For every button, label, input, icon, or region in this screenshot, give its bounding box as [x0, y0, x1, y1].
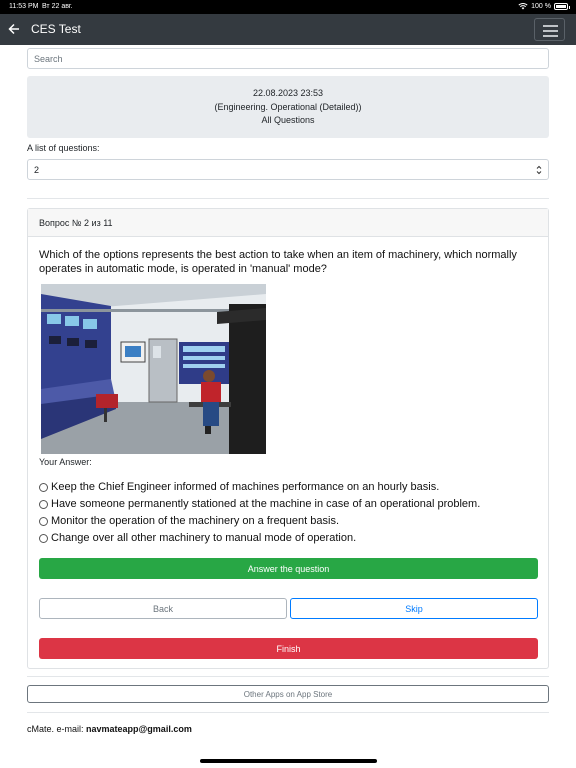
- back-button[interactable]: Back: [39, 598, 287, 619]
- battery-percent: 100 %: [531, 2, 551, 10]
- radio-button[interactable]: [39, 517, 48, 526]
- answer-question-button[interactable]: Answer the question: [39, 558, 538, 579]
- answer-option[interactable]: Monitor the operation of the machinery on a frequent basis.: [39, 513, 480, 530]
- radio-button[interactable]: [39, 534, 48, 543]
- status-bar: [0, 0, 576, 14]
- divider: [27, 712, 549, 713]
- test-scope: All Questions: [261, 115, 315, 125]
- your-answer-label: Your Answer:: [39, 457, 92, 467]
- question-select-value: 2: [34, 165, 40, 175]
- finish-button[interactable]: Finish: [39, 638, 538, 659]
- hamburger-icon: [543, 25, 558, 27]
- answer-options: [39, 479, 480, 547]
- page-title: CES Test: [31, 22, 81, 36]
- answer-option[interactable]: Change over all other machinery to manual mode of operation.: [39, 530, 480, 547]
- chevron-updown-icon: [536, 164, 542, 176]
- search-input[interactable]: Search: [27, 48, 549, 69]
- arrow-left-icon[interactable]: [8, 22, 20, 36]
- navbar: [0, 14, 576, 45]
- question-select[interactable]: [27, 159, 549, 180]
- engine-control-room-image: [41, 284, 266, 454]
- battery-icon: [554, 3, 568, 10]
- status-date: Вт 22 авг.: [42, 3, 73, 10]
- test-info-box: [27, 76, 549, 138]
- question-list-label: A list of questions:: [27, 143, 100, 153]
- contact-email[interactable]: navmateapp@gmail.com: [86, 724, 192, 734]
- menu-toggle-button[interactable]: [534, 18, 565, 41]
- test-datetime: 22.08.2023 23:53: [252, 88, 324, 98]
- divider: [27, 676, 549, 677]
- other-apps-button[interactable]: Other Apps on App Store: [27, 685, 549, 703]
- question-text: Which of the options represents the best action to take when an item of machinery, which normally operates in automatic mode, is operated in 'manual' mode?: [39, 249, 517, 275]
- footer-prefix: cMate. e-mail:: [27, 724, 87, 734]
- skip-button[interactable]: Skip: [290, 598, 538, 619]
- answer-option[interactable]: Keep the Chief Engineer informed of machines performance on an hourly basis.: [39, 479, 480, 496]
- question-card: [27, 208, 549, 669]
- radio-button[interactable]: [39, 500, 48, 509]
- home-indicator: [200, 759, 377, 763]
- test-category: (Engineering. Operational (Detailed)): [214, 101, 362, 112]
- answer-option[interactable]: Have someone permanently stationed at the machine in case of an operational problem.: [39, 496, 480, 513]
- radio-button[interactable]: [39, 483, 48, 492]
- question-counter: Вопрос № 2 из 11: [28, 209, 548, 237]
- divider: [27, 198, 549, 199]
- status-time: 11:53 PM: [9, 3, 39, 10]
- status-right: [518, 2, 568, 10]
- footer: [27, 724, 192, 734]
- wifi-icon: [518, 2, 528, 10]
